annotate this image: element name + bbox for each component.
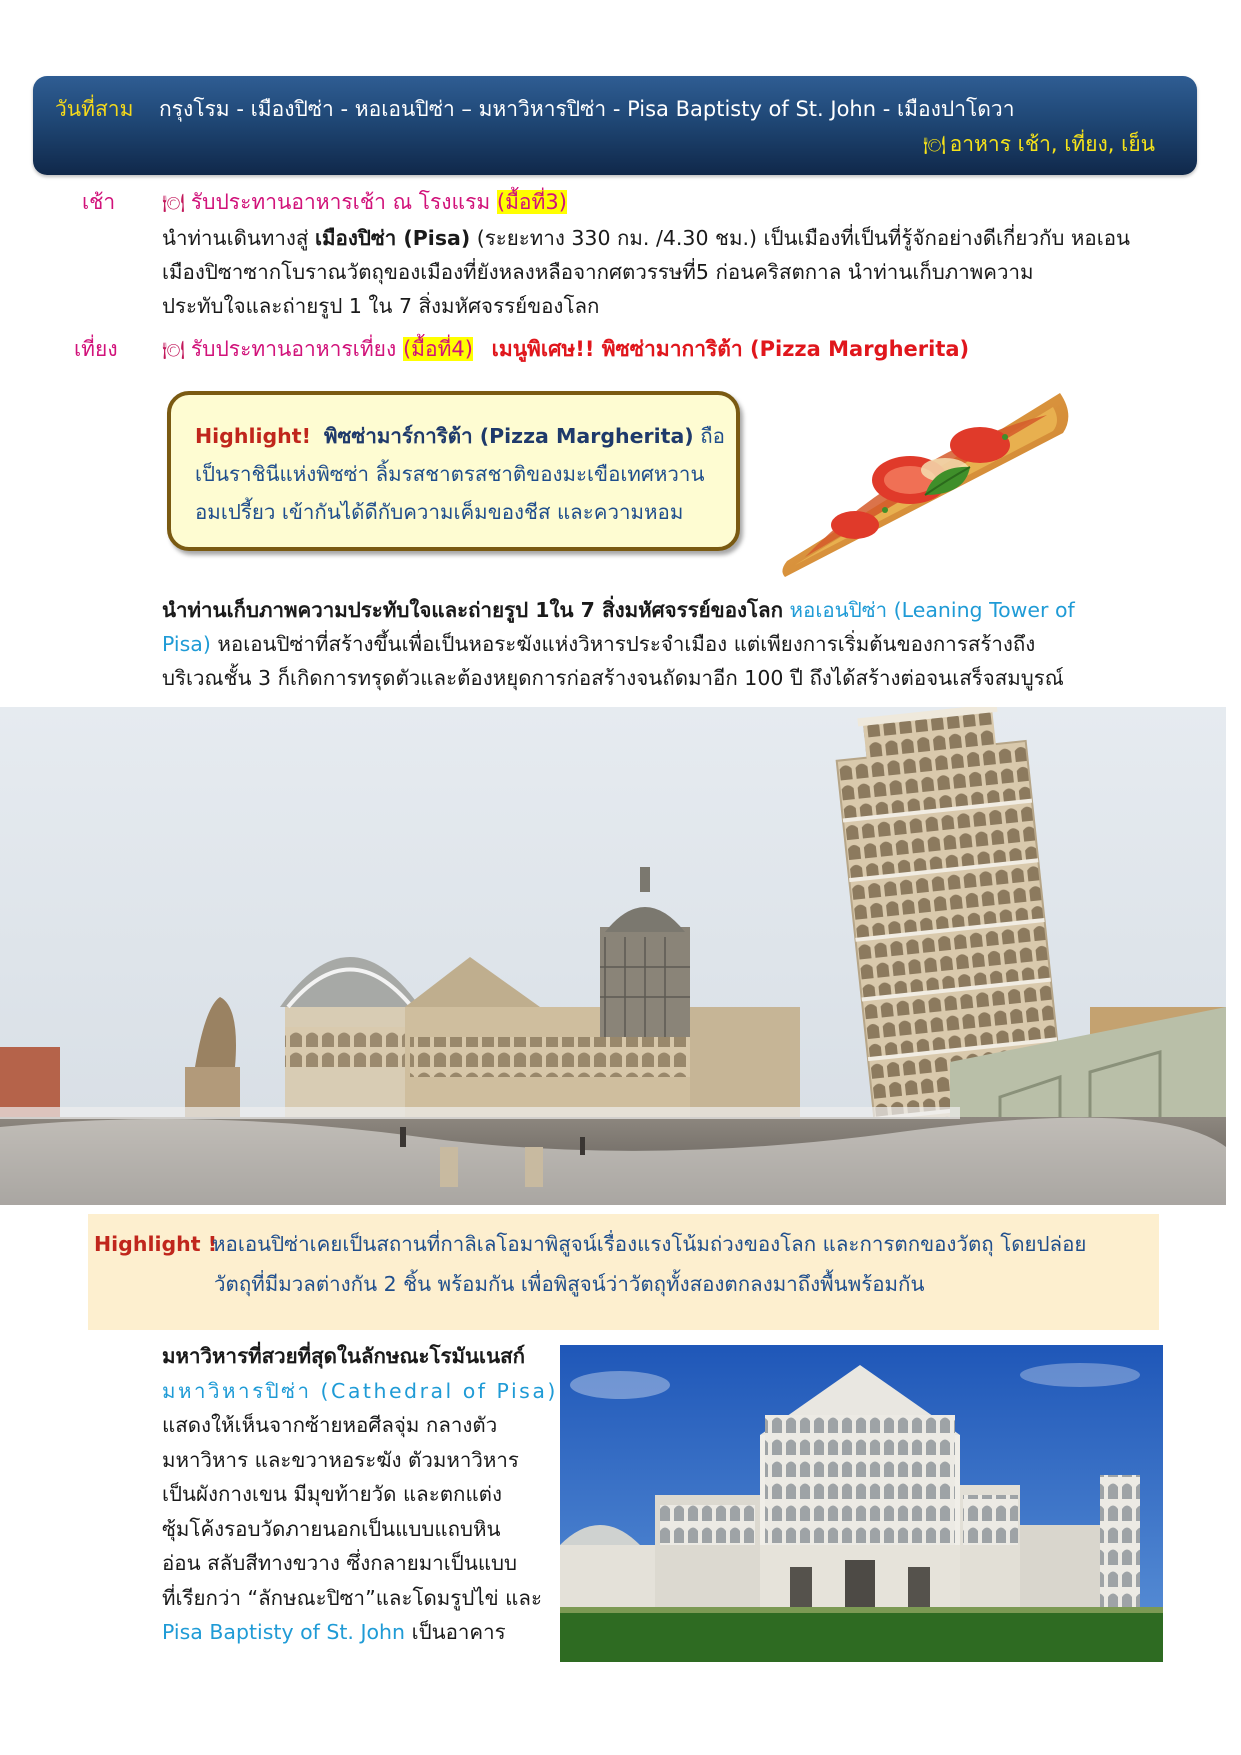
breakfast-meal-number: (มื้อที่3): [496, 190, 567, 214]
day-meals-text: อาหาร เช้า, เที่ยง, เย็น: [949, 132, 1155, 156]
intro-line1-rest: (ระยะทาง 330 กม. /4.30 ชม.) เป็นเมืองที่เป็นที่รู้จักอย่างดีเกี่ยวกับ หอเอน: [476, 226, 1131, 250]
cathedral-line: เป็นผังกางเขน มีมุขท้ายวัด และตกแต่ง: [162, 1482, 503, 1506]
meal-icon: 🍽: [162, 340, 185, 361]
intro-line2: เมืองปิซาซากโบราณวัตถุของเมืองที่ยังหลงหลือจากศตวรรษที่5 ก่อนคริสตกาล นำท่านเก็บภาพความ: [162, 260, 1034, 284]
lunch-label: เที่ยง: [74, 337, 118, 361]
lunch-line: [162, 333, 969, 366]
galileo-highlight-band: [88, 1214, 1159, 1330]
cathedral-line: ที่เรียกว่า “ลักษณะปิซา”และโดมรูปไข่ และ: [162, 1585, 542, 1610]
leaning-tower-photo: [0, 707, 1226, 1205]
baptistry-link: Pisa Baptisty of St. John: [162, 1620, 406, 1644]
tower-line3: บริเวณชั้น 3 ก็เกิดการทรุดตัวและต้องหยุดการก่อสร้างจนถัดมาอีก 100 ปี ถึงได้สร้างต่อจนเสร็จสมบูรณ์: [162, 666, 1064, 690]
pizza-line3: อมเปรี้ยว เข้ากันได้ดีกับความเค็มของชีส และความหอม: [195, 500, 684, 524]
galileo-line1: หอเอนปิซ่าเคยเป็นสถานที่กาลิเลโอมาพิสูจน์เรื่องแรงโน้มถ่วงของโลก และการตกของวัตถุ โดยปล่อย: [212, 1232, 1087, 1256]
cathedral-line: อ่อน สลับสีทางขวาง ซึ่งกลายมาเป็นแบบ: [162, 1551, 518, 1575]
cathedral-paragraph: [162, 1339, 558, 1650]
meal-icon: 🍽: [922, 135, 946, 156]
lunch-meal-number: (มื้อที่4): [402, 337, 473, 361]
cathedral-title: มหาวิหารที่สวยที่สุดในลักษณะโรมันเนสก์: [162, 1344, 526, 1368]
day-route: กรุงโรม - เมืองปิซ่า - หอเอนปิซ่า – มหาวิหารปิซ่า - Pisa Baptisty of St. John - เมืองปาโดวา: [159, 97, 1015, 121]
day-header-bar: [33, 76, 1197, 175]
pizza-dish-name: พิซซ่ามาร์การิต้า (Pizza Margherita): [323, 424, 694, 448]
day-meals: [923, 128, 1155, 161]
tower-bold-intro: นำท่านเก็บภาพความประทับใจและถ่ายรูป 1ใน 7 สิ่งมหัศจรรย์ของโลก: [162, 598, 783, 622]
tower-name-link: หอเอนปิซ่า (Leaning Tower of: [789, 598, 1075, 622]
pizza-highlight-word: Highlight!: [195, 424, 311, 448]
intro-city: เมืองปิซ่า (Pisa): [314, 226, 471, 250]
tower-line2-rest: หอเอนปิซ่าที่สร้างขึ้นเพื่อเป็นหอระฆังแห่งวิหารประจำเมือง แต่เพียงการเริ่มต้นของการสร้างถึง: [217, 632, 1036, 656]
cathedral-line: ซุ้มโค้งรอบวัดภายนอกเป็นแบบแถบหิน: [162, 1516, 501, 1541]
galileo-highlight-word: Highlight !: [94, 1232, 218, 1256]
cathedral-last-rest: เป็นอาคาร: [411, 1620, 506, 1644]
lunch-text: รับประทานอาหารเที่ยง: [190, 337, 397, 361]
breakfast-label: เช้า: [82, 190, 116, 214]
lunch-special-menu: เมนูพิเศษ!! พิซซ่ามาการิต้า (Pizza Margherita): [491, 337, 970, 361]
cathedral-name-link: มหาวิหารปิซ่า (Cathedral of Pisa): [162, 1378, 558, 1403]
breakfast-text: รับประทานอาหารเช้า ณ โรงแรม: [190, 190, 491, 214]
intro-paragraph: [162, 221, 1162, 323]
intro-prefix: นำท่านเดินทางสู่: [162, 226, 309, 250]
galileo-line2: วัตถุที่มีมวลต่างกัน 2 ชิ้น พร้อมกัน เพื่อพิสูจน์ว่าวัตถุทั้งสองตกลงมาถึงพื้นพร้อมกัน: [214, 1272, 925, 1296]
pizza-slice-image: [775, 385, 1075, 585]
pizza-line1-rest: ถือ: [700, 424, 725, 448]
cathedral-photo: [560, 1345, 1163, 1662]
breakfast-line: [162, 186, 567, 219]
day-label: วันที่สาม: [55, 97, 134, 121]
pizza-highlight-box: [167, 391, 740, 551]
meal-icon: 🍽: [162, 193, 185, 214]
cathedral-line: มหาวิหาร และขวาหอระฆัง ตัวมหาวิหาร: [162, 1447, 519, 1472]
tower-paragraph: [162, 593, 1162, 695]
intro-line3: ประทับใจและถ่ายรูป 1 ใน 7 สิ่งมหัศจรรย์ของโลก: [162, 294, 600, 318]
cathedral-line: แสดงให้เห็นจากซ้ายหอศีลจุ่ม กลางตัว: [162, 1413, 498, 1437]
pizza-line2: เป็นราชินีแห่งพิซซ่า ลิ้มรสชาตรสชาติของมะเขือเทศหวาน: [195, 462, 705, 486]
tower-name-link-end: Pisa): [162, 632, 211, 656]
